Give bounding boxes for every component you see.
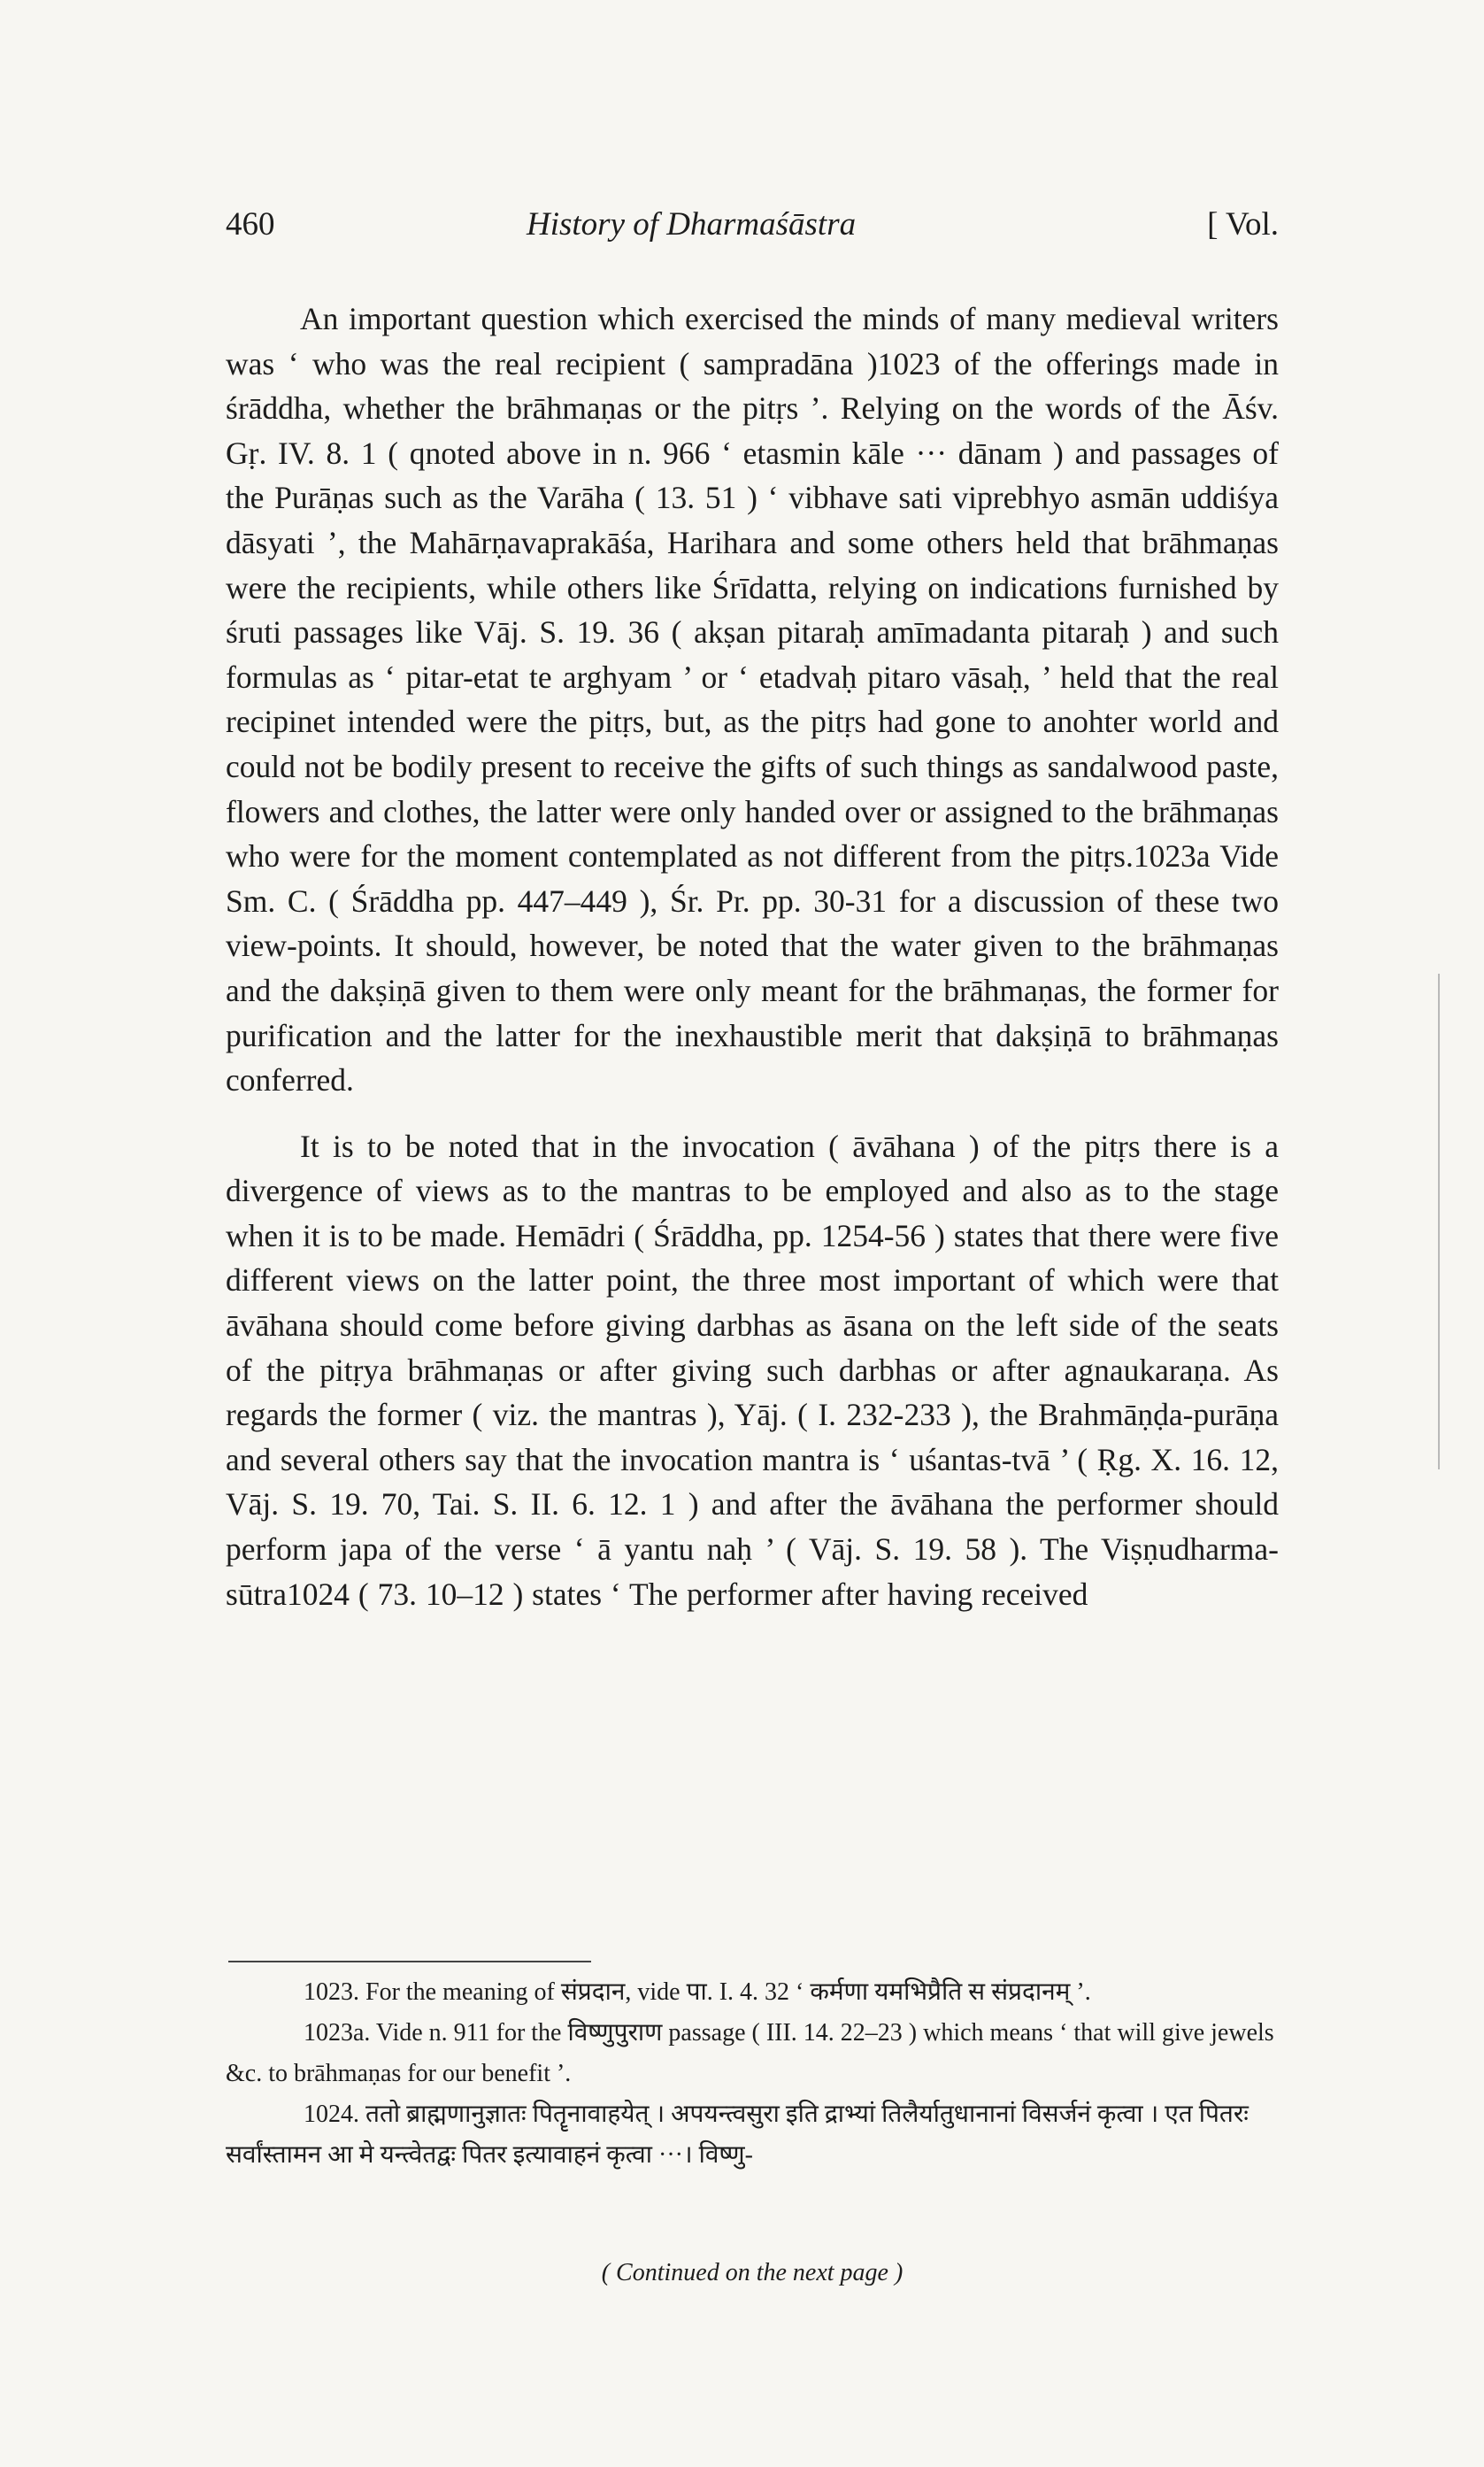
running-title: History of Dharmaśāstra xyxy=(527,206,857,243)
footnote-1024: 1024. ततो ब्राह्मणानुज्ञातः पितॄनावाहयेत् । अपयन्त्वसुरा इति द्राभ्यां तिलैर्यातुधानानां विसर्जनं कृत्वा । एत पितरः सर्वांस्तामन आ मे यन्त्वेतद्वः पितर इत्यावाहनं कृत्वा ···। विष्णु- xyxy=(226,2101,1249,2169)
page-number: 460 xyxy=(226,206,275,243)
footnote-1023: 1023. For the meaning of संप्रदान, vide पा. I. 4. 32 ‘ कर्मणा यमभिप्रैति स संप्रदानम् ’. xyxy=(304,1978,1091,2006)
scan-edge-line xyxy=(1438,974,1440,1469)
running-header xyxy=(226,205,1279,258)
paragraph-2: It is to be noted that in the invocation ( āvāhana ) of the pitṛs there is a divergence of views as to the mantras to be employed and also as to the stage when it is to be made. Hemādri ( Śrāddha, pp. 1254-56 ) states that there were five different views on the latter point, the three most important of which were that āvāhana should come before giving darbhas as āsana on the left side of the seats of the pitṛya brāhmaṇas or after giving such darbhas or after agnaukaraṇa. As regards the former ( viz. the mantras ), Yāj. ( I. 232-233 ), the Brahmāṇḍa-purāṇa and several others say that the invocation mantra is ‘ uśantas-tvā ’ ( Ṛg. X. 16. 12, Vāj. S. 19. 70, Tai. S. II. 6. 12. 1 ) and after the āvāhana the performer should perform japa of the verse ‘ ā yantu naḥ ’ ( Vāj. S. 19. 58 ). The Viṣṇudharma-sūtra1024 ( 73. 10–12 ) states ‘ The performer after having received xyxy=(226,1128,1279,1612)
main-text xyxy=(226,297,1279,1616)
footnote-1023a: 1023a. Vide n. 911 for the विष्णुपुराण passage ( III. 14. 22–23 ) which means ‘ that will give jewels &c. to brāhmaṇas for our benefit ’. xyxy=(226,2019,1274,2087)
continued-note: ( Continued on the next page ) xyxy=(601,2259,903,2286)
footnote-divider xyxy=(228,1961,591,1962)
footnotes xyxy=(226,1972,1279,2176)
paragraph-1: An important question which exercised the minds of many medieval writers was ‘ who was the real recipient ( sampradāna )1023 of the offerings made in śrāddha, whether the brāhmaṇas or the pitṛs ’. Relying on the words of the Āśv. Gṛ. IV. 8. 1 ( qnoted above in n. 966 ‘ etasmin kāle ··· dānam ) and passages of the Purāṇas such as the Varāha ( 13. 51 ) ‘ vibhave sati viprebhyo asmān uddiśya dāsyati ’, the Mahārṇavaprakāśa, Harihara and some others held that brāhmaṇas were the recipients, while others like Śrīdatta, relying on indications furnished by śruti passages like Vāj. S. 19. 36 ( akṣan pitaraḥ amīmadanta pitaraḥ ) and such formulas as ‘ pitar-etat te arghyam ’ or ‘ etadvaḥ pitaro vāsaḥ, ’ held that the real recipinet intended were the pitṛs, but, as the pitṛs had gone to anohter world and could not be bodily present to receive the gifts of such things as sandalwood paste, flowers and clothes, the latter were only handed over or assigned to the brāhmaṇas who were for the moment contemplated as not different from the pitṛs.1023a Vide Sm. C. ( Śrāddha pp. 447–449 ), Śr. Pr. pp. 30-31 for a discussion of these two view-points. It should, however, be noted that the water given to the brāhmaṇas and the dakṣiṇā given to them were only meant for the brāhmaṇas, the former for purification and the latter for the inexhaustible merit that dakṣiṇā to brāhmaṇas conferred. xyxy=(226,301,1279,1099)
volume-marker: [ Vol. xyxy=(1207,206,1279,243)
